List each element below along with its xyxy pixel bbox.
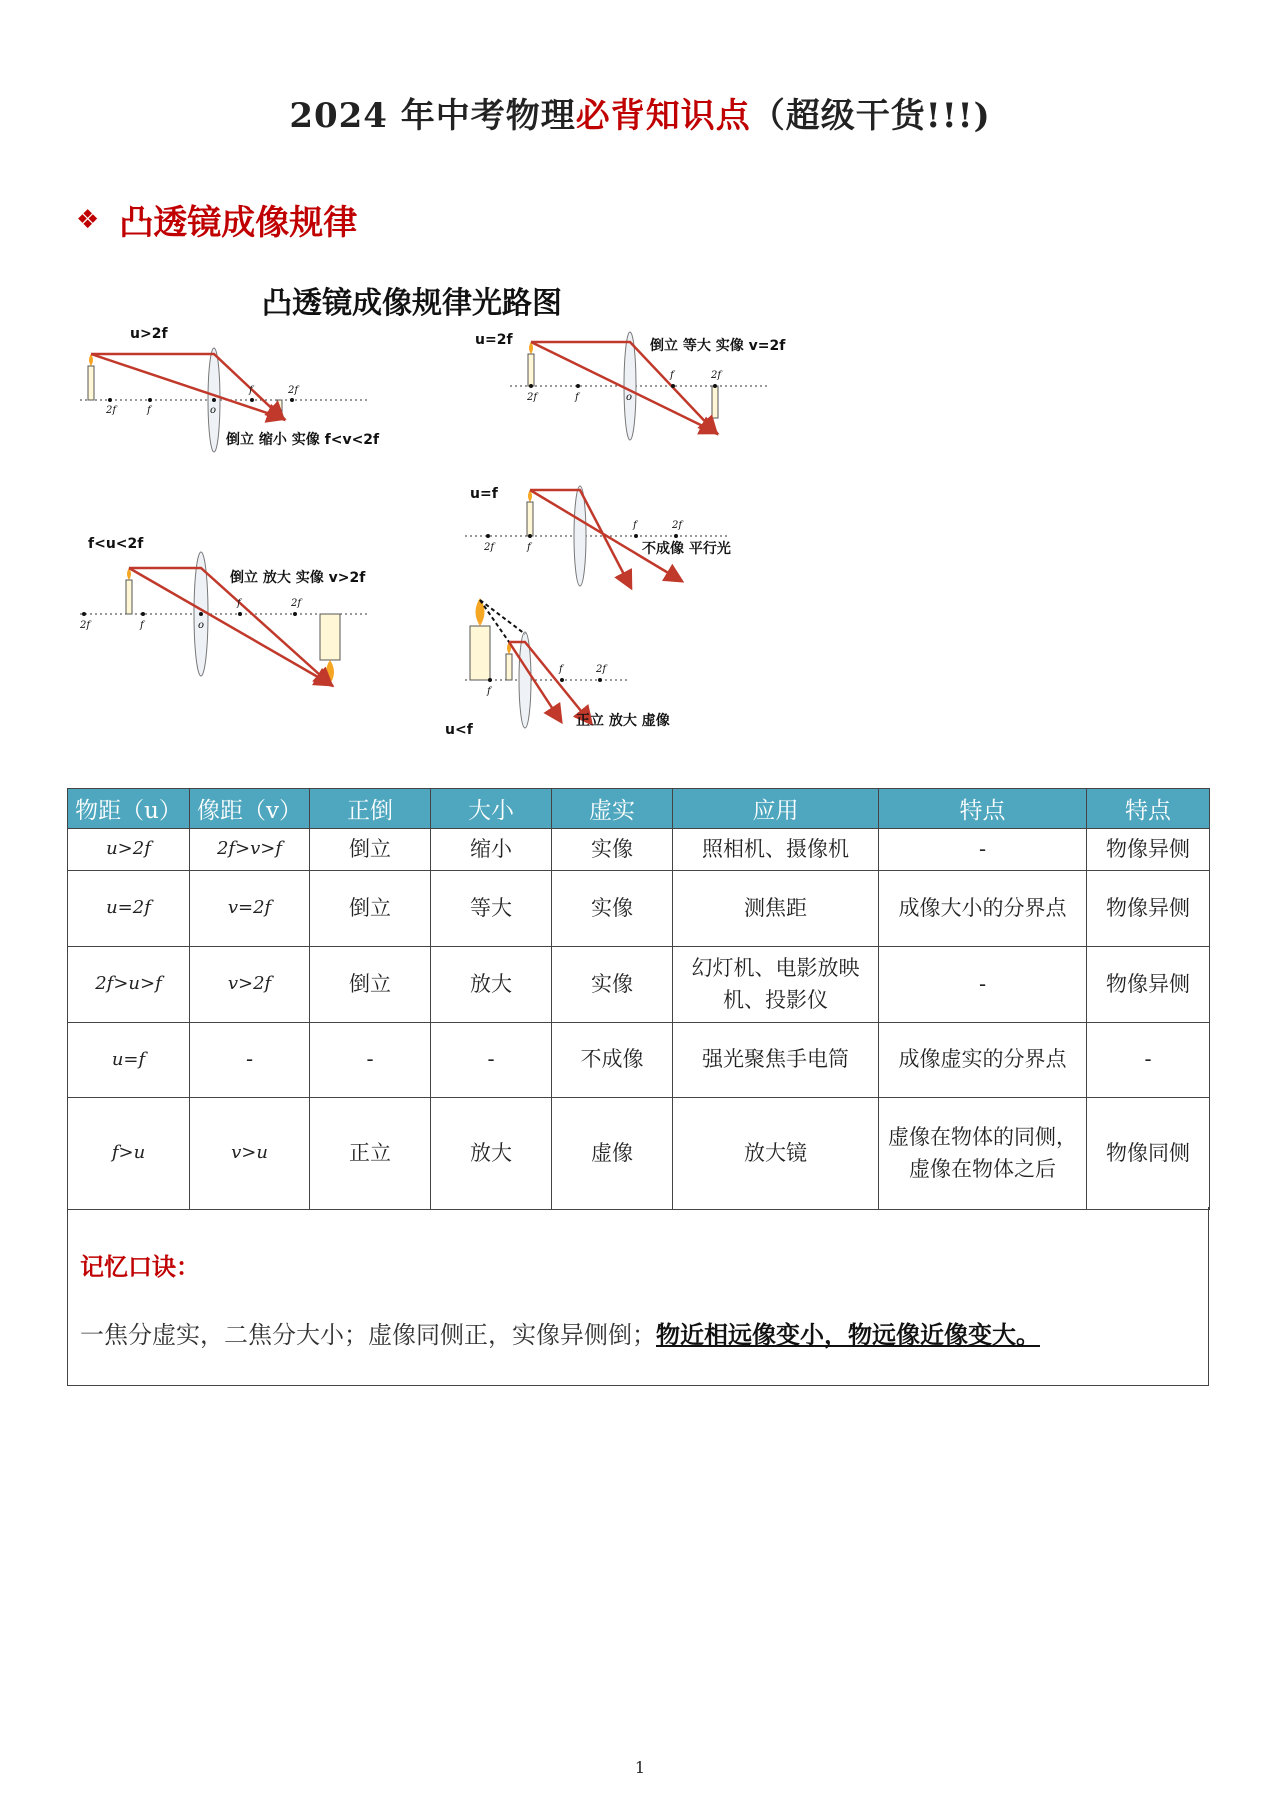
section-heading — [76, 195, 357, 244]
table-cell: u=2f — [68, 870, 190, 946]
table-cell: 放大 — [431, 1097, 552, 1209]
memo-text-underlined: 物近相远像变小，物远像近像变大。 — [656, 1320, 1040, 1349]
svg-text:2f: 2f — [288, 385, 299, 396]
svg-text:f: f — [249, 385, 253, 396]
p1-candle — [88, 366, 94, 400]
p5-condition: u<f — [445, 722, 473, 738]
svg-text:f: f — [527, 542, 531, 553]
p2-condition: u=2f — [475, 332, 513, 348]
col-header: 特点 — [1087, 789, 1210, 829]
table-cell: 成像虚实的分界点 — [879, 1022, 1087, 1097]
p4-result: 倒立 放大 实像 v>2f — [230, 570, 366, 586]
p3-result: 不成像 平行光 — [642, 541, 731, 557]
table-cell: 放大 — [431, 946, 552, 1022]
svg-text:f: f — [559, 664, 563, 675]
table-cell: 正立 — [310, 1097, 431, 1209]
table-cell: 2f>u>f — [68, 946, 190, 1022]
table-cell: 物像异侧 — [1087, 870, 1210, 946]
table-cell: - — [310, 1022, 431, 1097]
table-cell: 实像 — [552, 870, 673, 946]
p1-flame-icon — [89, 354, 93, 366]
panel-f-lt-u-lt-2f — [79, 536, 370, 684]
table-cell: 强光聚焦手电筒 — [673, 1022, 879, 1097]
svg-text:f: f — [147, 405, 151, 416]
svg-text:o: o — [210, 405, 217, 416]
memo-text — [80, 1315, 1040, 1350]
svg-text:2f: 2f — [596, 664, 607, 675]
table-cell: v>u — [190, 1097, 310, 1209]
table-row — [68, 1022, 1210, 1097]
table-cell: - — [431, 1022, 552, 1097]
col-header: 特点 — [879, 789, 1087, 829]
svg-text:f: f — [633, 520, 637, 531]
svg-text:o: o — [626, 392, 633, 403]
memo-text-plain: 一焦分虚实，二焦分大小；虚像同侧正，实像异侧倒； — [80, 1321, 656, 1349]
p4-candle — [126, 580, 132, 614]
table-cell: 倒立 — [310, 946, 431, 1022]
panel-u-eq-f — [465, 486, 731, 586]
table-cell: - — [879, 946, 1087, 1022]
p3-condition: u=f — [470, 486, 498, 502]
svg-text:2f: 2f — [527, 392, 538, 403]
table-cell: 实像 — [552, 946, 673, 1022]
table-cell: - — [1087, 1022, 1210, 1097]
imaging-rules-table — [67, 788, 1210, 1210]
p1-ray-center — [91, 354, 282, 418]
table-cell: u>2f — [68, 829, 190, 871]
section-title: 凸透镜成像规律 — [119, 203, 358, 243]
svg-text:2f: 2f — [484, 542, 495, 553]
table-cell: 等大 — [431, 870, 552, 946]
svg-text:f: f — [670, 370, 674, 381]
p2-ray-center — [531, 342, 715, 432]
col-header: 虚实 — [552, 789, 673, 829]
table-cell: 虚像在物体的同侧，虚像在物体之后 — [879, 1097, 1087, 1209]
p5-virtual-image — [470, 626, 490, 680]
svg-text:2f: 2f — [291, 598, 302, 609]
table-cell: f>u — [68, 1097, 190, 1209]
col-header: 大小 — [431, 789, 552, 829]
table-row — [68, 946, 1210, 1022]
table-cell: 物像异侧 — [1087, 829, 1210, 871]
table-cell: - — [190, 1022, 310, 1097]
table-cell: 实像 — [552, 829, 673, 871]
diagram-title: 凸透镜成像规律光路图 — [262, 286, 562, 321]
p2-image — [712, 386, 718, 418]
table-row — [68, 829, 1210, 871]
table-cell: 物像同侧 — [1087, 1097, 1210, 1209]
svg-text:2f: 2f — [711, 370, 722, 381]
col-header: 像距（v） — [190, 789, 310, 829]
lens-ray-diagram — [70, 320, 790, 750]
memory-rhyme-box — [67, 1207, 1209, 1386]
table-cell: 缩小 — [431, 829, 552, 871]
p4-condition: f<u<2f — [88, 536, 144, 552]
table-cell: 倒立 — [310, 829, 431, 871]
table-cell: 倒立 — [310, 870, 431, 946]
table-cell: 照相机、摄像机 — [673, 829, 879, 871]
table-header-row — [68, 789, 1210, 829]
p3-candle — [527, 502, 533, 536]
svg-text:2f: 2f — [672, 520, 683, 531]
table-cell: u=f — [68, 1022, 190, 1097]
table-cell: 测焦距 — [673, 870, 879, 946]
page-number: 1 — [634, 1758, 646, 1777]
table-cell: 不成像 — [552, 1022, 673, 1097]
svg-text:2f: 2f — [106, 405, 117, 416]
memo-title: 记忆口诀： — [80, 1252, 200, 1281]
table-row — [68, 870, 1210, 946]
svg-text:f: f — [487, 686, 491, 697]
p1-condition: u>2f — [130, 326, 168, 342]
diamond-bullet-icon: ❖ — [76, 204, 100, 235]
panel-u-eq-2f — [475, 332, 786, 440]
col-header: 正倒 — [310, 789, 431, 829]
svg-text:f: f — [237, 598, 241, 609]
table-cell: 幻灯机、电影放映机、投影仪 — [673, 946, 879, 1022]
p1-result: 倒立 缩小 实像 f<v<2f — [226, 432, 380, 448]
svg-text:f: f — [140, 620, 144, 631]
table-cell: - — [879, 829, 1087, 871]
table-cell: v>2f — [190, 946, 310, 1022]
panel-u-gt-2f — [80, 326, 380, 452]
page-title: 2024 年中考物理必背知识点（超级干货!!!) — [289, 96, 991, 136]
p3-ray-center — [530, 490, 680, 580]
table-cell: 物像异侧 — [1087, 946, 1210, 1022]
p5-candle — [506, 654, 512, 680]
p2-result: 倒立 等大 实像 v=2f — [650, 338, 786, 354]
panel-u-lt-f — [445, 598, 670, 738]
svg-text:f: f — [575, 392, 579, 403]
table-row — [68, 1097, 1210, 1209]
table-cell: v=2f — [190, 870, 310, 946]
table-cell: 2f>v>f — [190, 829, 310, 871]
table-cell: 放大镜 — [673, 1097, 879, 1209]
table-cell: 成像大小的分界点 — [879, 870, 1087, 946]
p4-image — [320, 614, 340, 660]
svg-text:2f: 2f — [80, 620, 91, 631]
table-cell: 虚像 — [552, 1097, 673, 1209]
p2-candle — [528, 354, 534, 386]
col-header: 物距（u） — [68, 789, 190, 829]
p5-result: 正立 放大 虚像 — [576, 713, 670, 729]
svg-text:o: o — [198, 620, 205, 631]
col-header: 应用 — [673, 789, 879, 829]
p3-lens — [574, 486, 586, 586]
